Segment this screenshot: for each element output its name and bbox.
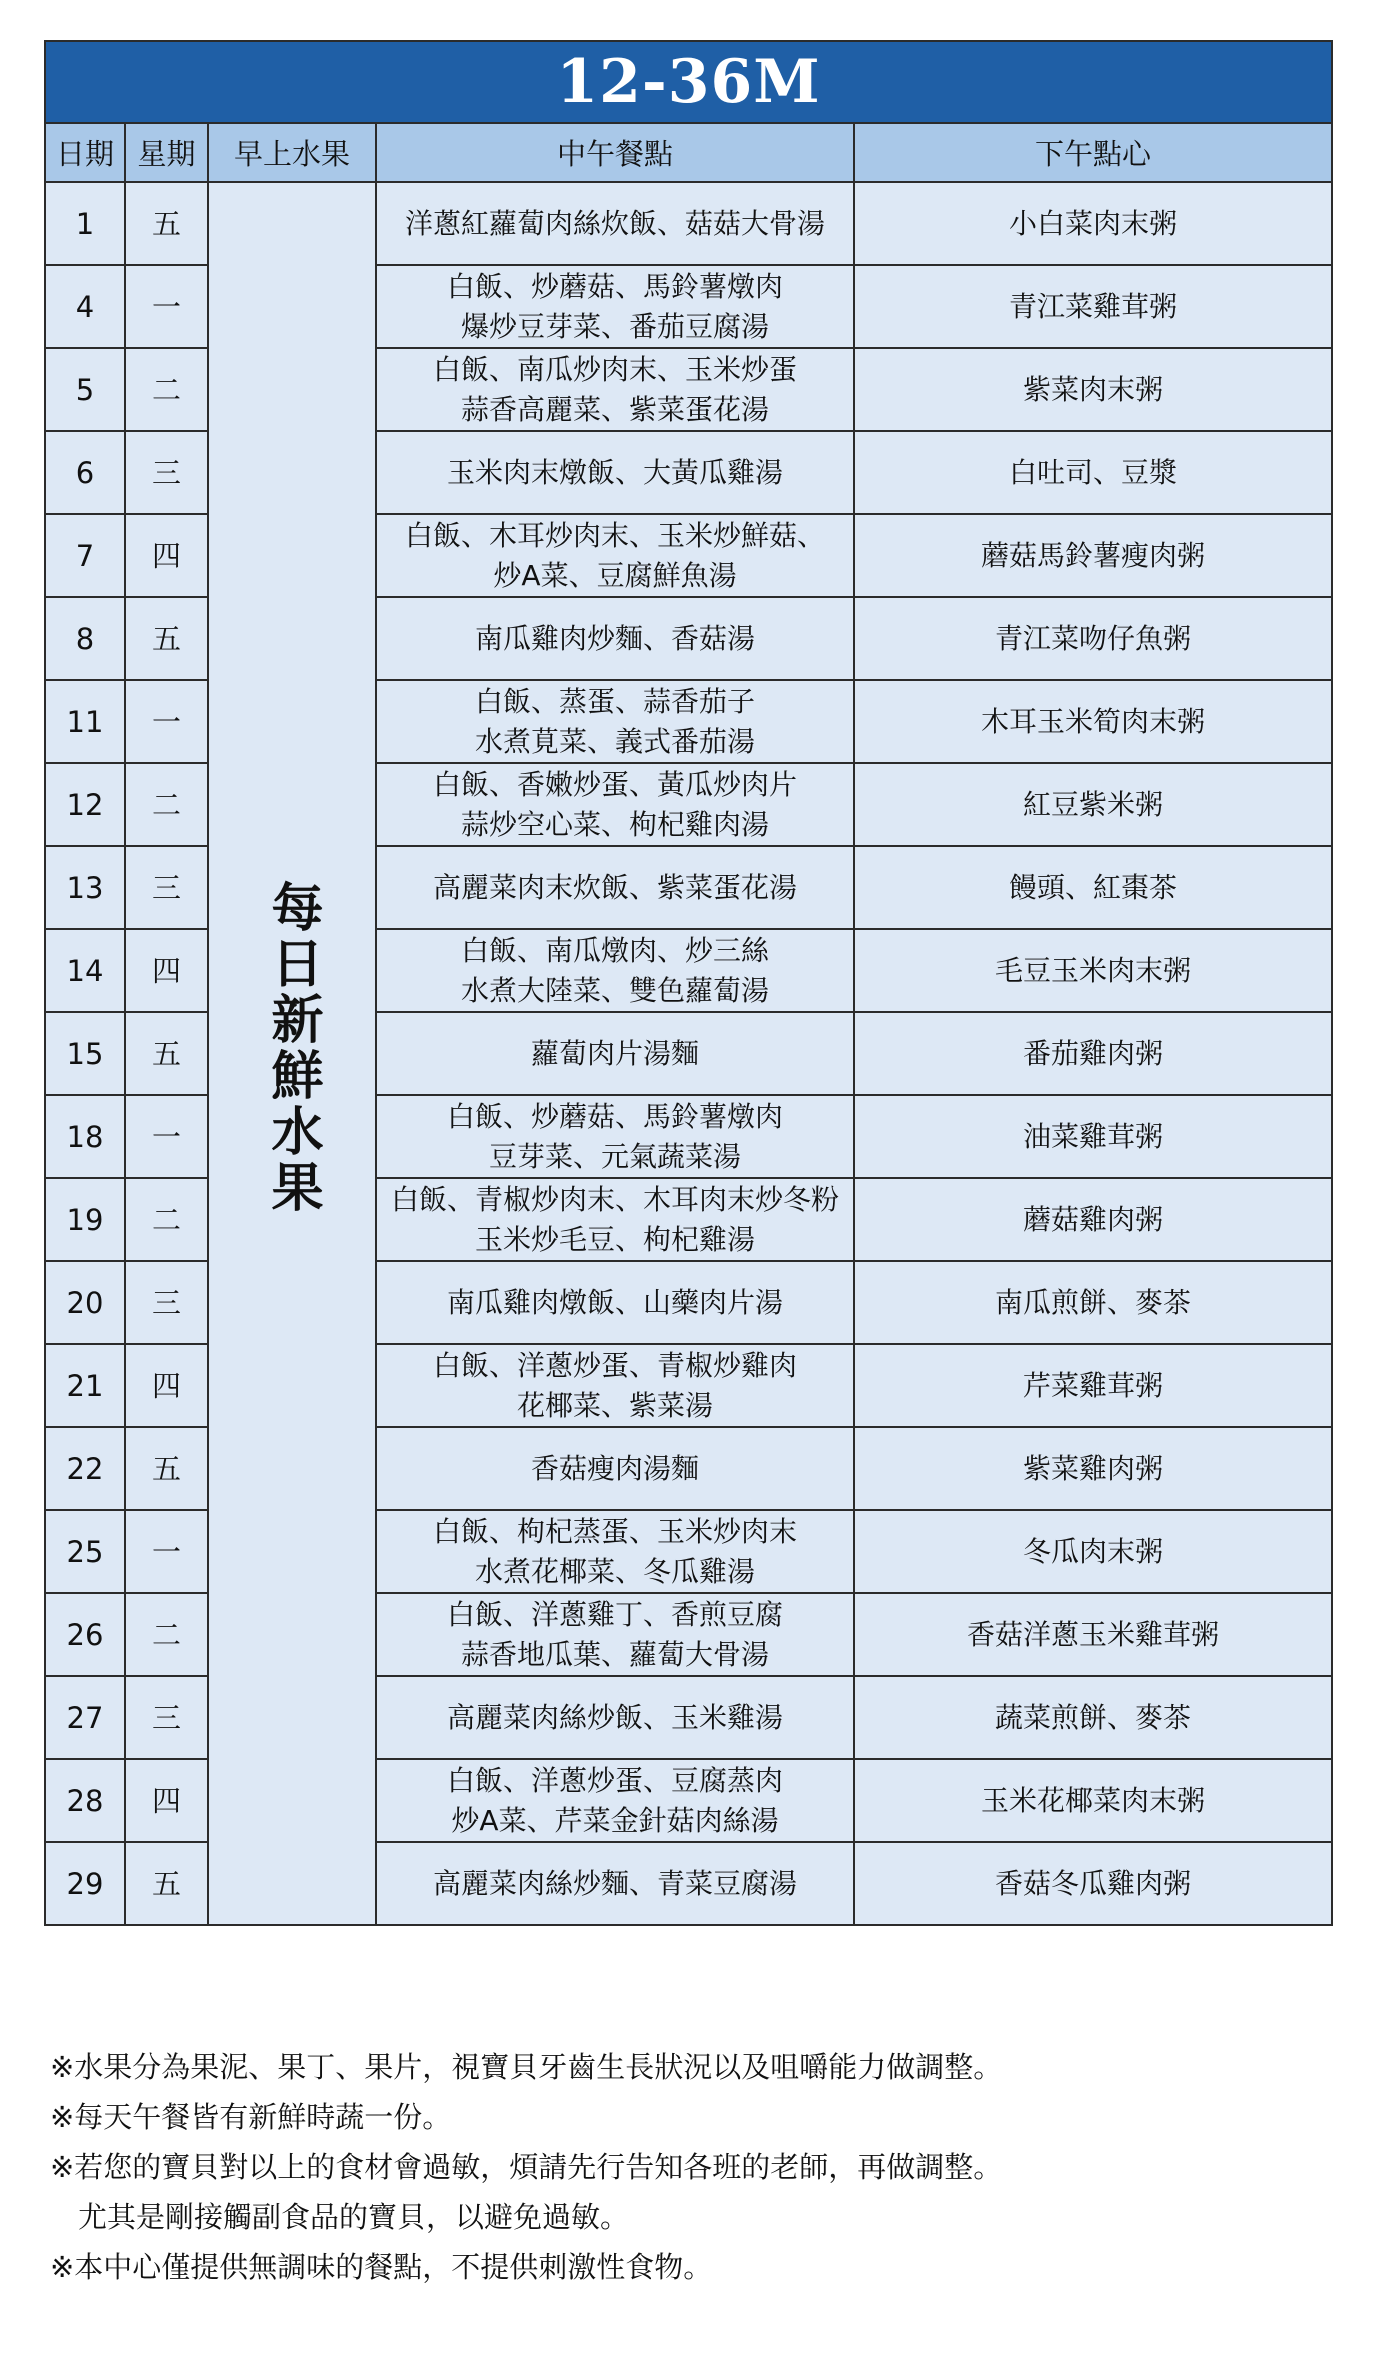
snack-cell: 油菜雞茸粥 — [854, 1095, 1332, 1178]
morning-fruit-cell — [208, 182, 376, 1925]
date-cell: 28 — [45, 1759, 125, 1842]
date-cell: 14 — [45, 929, 125, 1012]
lunch-line-1: 白飯、香嫩炒蛋、黃瓜炒肉片 — [432, 767, 797, 801]
snack-cell: 紅豆紫米粥 — [854, 763, 1332, 846]
menu-row — [45, 182, 1332, 265]
weekday-cell: 二 — [125, 1178, 208, 1261]
lunch-line-1: 白飯、炒蘑菇、馬鈴薯燉肉 — [446, 269, 783, 303]
snack-cell: 香菇冬瓜雞肉粥 — [854, 1842, 1332, 1925]
date-cell: 6 — [45, 431, 125, 514]
weekday-cell: 四 — [125, 929, 208, 1012]
date-cell: 19 — [45, 1178, 125, 1261]
lunch-line-1: 南瓜雞肉燉飯、山藥肉片湯 — [446, 1285, 783, 1319]
weekday-cell: 二 — [125, 763, 208, 846]
date-cell: 29 — [45, 1842, 125, 1925]
lunch-line-1: 白飯、枸杞蒸蛋、玉米炒肉末 — [432, 1514, 797, 1548]
lunch-line-2: 炒A菜、芹菜金針菇肉絲湯 — [451, 1803, 779, 1837]
weekday-cell: 五 — [125, 1427, 208, 1510]
lunch-cell — [376, 1842, 854, 1925]
snack-cell: 芹菜雞茸粥 — [854, 1344, 1332, 1427]
lunch-line-1: 白飯、青椒炒肉末、木耳肉末炒冬粉 — [390, 1182, 839, 1216]
menu-title: 12-36M — [45, 41, 1332, 123]
weekday-cell: 五 — [125, 1842, 208, 1925]
snack-cell: 蔬菜煎餅、麥茶 — [854, 1676, 1332, 1759]
lunch-line-1: 白飯、木耳炒肉末、玉米炒鮮菇、 — [404, 518, 825, 552]
lunch-line-2: 豆芽菜、元氣蔬菜湯 — [488, 1139, 741, 1173]
date-cell: 21 — [45, 1344, 125, 1427]
lunch-line-1: 白飯、洋蔥雞丁、香煎豆腐 — [446, 1597, 783, 1631]
snack-cell: 紫菜雞肉粥 — [854, 1427, 1332, 1510]
header-row — [45, 123, 1332, 182]
note-vegetable: ※每天午餐皆有新鮮時蔬一份。 — [50, 2100, 452, 2134]
weekday-cell: 三 — [125, 1261, 208, 1344]
header-afternoon-snack: 下午點心 — [854, 123, 1332, 182]
lunch-line-2: 水煮大陸菜、雙色蘿蔔湯 — [460, 973, 769, 1007]
weekday-cell: 一 — [125, 1095, 208, 1178]
lunch-line-1: 白飯、蒸蛋、蒜香茄子 — [474, 684, 755, 718]
lunch-cell — [376, 763, 854, 846]
date-cell: 22 — [45, 1427, 125, 1510]
lunch-cell — [376, 182, 854, 265]
header-weekday: 星期 — [125, 123, 208, 182]
lunch-cell — [376, 348, 854, 431]
menu-sheet — [44, 40, 1331, 1926]
lunch-cell — [376, 597, 854, 680]
notes-section — [50, 2042, 1310, 2292]
date-cell: 8 — [45, 597, 125, 680]
lunch-line-1: 洋蔥紅蘿蔔肉絲炊飯、菇菇大骨湯 — [404, 206, 825, 240]
lunch-cell — [376, 1593, 854, 1676]
weekday-cell: 三 — [125, 846, 208, 929]
date-cell: 13 — [45, 846, 125, 929]
lunch-cell — [376, 431, 854, 514]
lunch-cell — [376, 846, 854, 929]
lunch-cell — [376, 1676, 854, 1759]
lunch-line-1: 白飯、洋蔥炒蛋、青椒炒雞肉 — [432, 1348, 797, 1382]
date-cell: 27 — [45, 1676, 125, 1759]
snack-cell: 蘑菇雞肉粥 — [854, 1178, 1332, 1261]
weekday-cell: 四 — [125, 1344, 208, 1427]
date-cell: 15 — [45, 1012, 125, 1095]
date-cell: 11 — [45, 680, 125, 763]
snack-cell: 紫菜肉末粥 — [854, 348, 1332, 431]
lunch-cell — [376, 680, 854, 763]
lunch-line-1: 高麗菜肉絲炒飯、玉米雞湯 — [446, 1700, 783, 1734]
lunch-line-1: 蘿蔔肉片湯麵 — [530, 1036, 699, 1070]
lunch-cell — [376, 1344, 854, 1427]
weekday-cell: 五 — [125, 1012, 208, 1095]
menu-body — [45, 182, 1332, 1925]
morning-fruit-text: 每日新鮮水果 — [262, 880, 322, 1216]
date-cell: 26 — [45, 1593, 125, 1676]
lunch-cell — [376, 1095, 854, 1178]
snack-cell: 玉米花椰菜肉末粥 — [854, 1759, 1332, 1842]
snack-cell: 冬瓜肉末粥 — [854, 1510, 1332, 1593]
lunch-line-2: 玉米炒毛豆、枸杞雞湯 — [474, 1222, 755, 1256]
snack-cell: 番茄雞肉粥 — [854, 1012, 1332, 1095]
lunch-line-2: 花椰菜、紫菜湯 — [516, 1388, 713, 1422]
note-no-seasoning: ※本中心僅提供無調味的餐點，不提供刺激性食物。 — [50, 2250, 713, 2284]
date-cell: 1 — [45, 182, 125, 265]
date-cell: 4 — [45, 265, 125, 348]
lunch-line-2: 蒜香地瓜葉、蘿蔔大骨湯 — [460, 1637, 769, 1671]
weekday-cell: 五 — [125, 182, 208, 265]
lunch-line-2: 蒜香高麗菜、紫菜蛋花湯 — [460, 392, 769, 426]
snack-cell: 蘑菇馬鈴薯瘦肉粥 — [854, 514, 1332, 597]
snack-cell: 饅頭、紅棗茶 — [854, 846, 1332, 929]
note-fruit: ※水果分為果泥、果丁、果片，視寶貝牙齒生長狀況以及咀嚼能力做調整。 — [50, 2050, 1003, 2084]
lunch-line-2: 水煮花椰菜、冬瓜雞湯 — [474, 1554, 755, 1588]
lunch-line-2: 炒A菜、豆腐鮮魚湯 — [493, 558, 737, 592]
date-cell: 7 — [45, 514, 125, 597]
lunch-line-1: 玉米肉末燉飯、大黃瓜雞湯 — [446, 455, 783, 489]
note-allergy-cont: 尤其是剛接觸副食品的寶貝，以避免過敏。 — [78, 2200, 630, 2234]
lunch-line-2: 水煮莧菜、義式番茄湯 — [474, 724, 755, 758]
snack-cell: 青江菜雞茸粥 — [854, 265, 1332, 348]
weekday-cell: 二 — [125, 348, 208, 431]
snack-cell: 木耳玉米筍肉末粥 — [854, 680, 1332, 763]
lunch-line-1: 白飯、南瓜燉肉、炒三絲 — [460, 933, 769, 967]
weekday-cell: 五 — [125, 597, 208, 680]
weekday-cell: 一 — [125, 265, 208, 348]
date-cell: 25 — [45, 1510, 125, 1593]
lunch-line-1: 白飯、南瓜炒肉末、玉米炒蛋 — [432, 352, 797, 386]
snack-cell: 南瓜煎餅、麥茶 — [854, 1261, 1332, 1344]
lunch-line-2: 蒜炒空心菜、枸杞雞肉湯 — [460, 807, 769, 841]
header-date: 日期 — [45, 123, 125, 182]
lunch-line-1: 香菇瘦肉湯麵 — [530, 1451, 699, 1485]
date-cell: 18 — [45, 1095, 125, 1178]
lunch-cell — [376, 514, 854, 597]
snack-cell: 青江菜吻仔魚粥 — [854, 597, 1332, 680]
lunch-line-1: 南瓜雞肉炒麵、香菇湯 — [474, 621, 755, 655]
lunch-cell — [376, 265, 854, 348]
lunch-line-1: 白飯、炒蘑菇、馬鈴薯燉肉 — [446, 1099, 783, 1133]
note-allergy: ※若您的寶貝對以上的食材會過敏，煩請先行告知各班的老師，再做調整。 — [50, 2150, 1003, 2184]
lunch-line-2: 爆炒豆芽菜、番茄豆腐湯 — [460, 309, 769, 343]
lunch-cell — [376, 1759, 854, 1842]
weekday-cell: 三 — [125, 1676, 208, 1759]
lunch-line-1: 高麗菜肉末炊飯、紫菜蛋花湯 — [432, 870, 797, 904]
weekday-cell: 一 — [125, 1510, 208, 1593]
snack-cell: 白吐司、豆漿 — [854, 431, 1332, 514]
lunch-cell — [376, 1012, 854, 1095]
weekday-cell: 二 — [125, 1593, 208, 1676]
date-cell: 12 — [45, 763, 125, 846]
lunch-cell — [376, 1178, 854, 1261]
lunch-cell — [376, 929, 854, 1012]
weekday-cell: 四 — [125, 514, 208, 597]
lunch-cell — [376, 1510, 854, 1593]
date-cell: 5 — [45, 348, 125, 431]
snack-cell: 香菇洋蔥玉米雞茸粥 — [854, 1593, 1332, 1676]
snack-cell: 毛豆玉米肉末粥 — [854, 929, 1332, 1012]
weekday-cell: 一 — [125, 680, 208, 763]
lunch-cell — [376, 1261, 854, 1344]
header-morning-fruit: 早上水果 — [208, 123, 376, 182]
lunch-line-1: 高麗菜肉絲炒麵、青菜豆腐湯 — [432, 1866, 797, 1900]
lunch-line-1: 白飯、洋蔥炒蛋、豆腐蒸肉 — [446, 1763, 783, 1797]
meal-menu-table — [44, 40, 1333, 1926]
weekday-cell: 三 — [125, 431, 208, 514]
snack-cell: 小白菜肉末粥 — [854, 182, 1332, 265]
header-lunch: 中午餐點 — [376, 123, 854, 182]
weekday-cell: 四 — [125, 1759, 208, 1842]
date-cell: 20 — [45, 1261, 125, 1344]
lunch-cell — [376, 1427, 854, 1510]
